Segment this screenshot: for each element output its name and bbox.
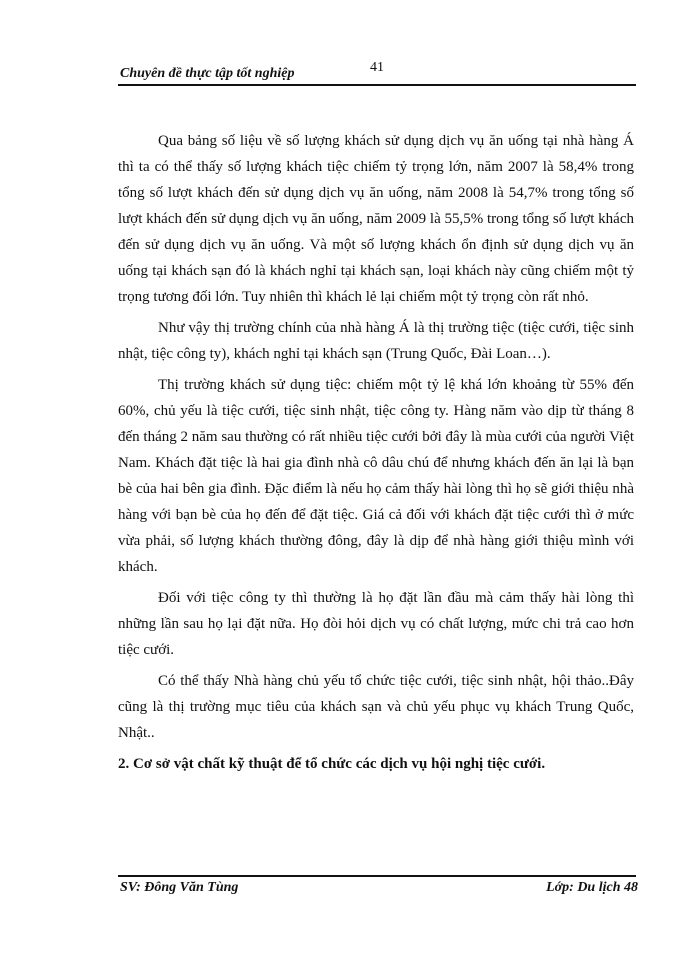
header-divider — [118, 84, 636, 86]
paragraph: Thị trường khách sử dụng tiệc: chiếm một tỷ lệ khá lớn khoảng từ 55% đến 60%, chủ yếu là tiệc cưới, tiệc sinh nhật, tiệc công ty. Hàng năm vào dịp từ tháng 8 đến tháng 2 năm sau thường có rất nhiều tiệc cưới bởi đây là mùa cưới của người Việt Nam. Khách đặt tiệc là hai gia đình nhà cô dâu chú để nhưng khách đến ăn lại là bạn bè của hai bên gia đình. Đặc điểm là nếu họ cảm thấy hài lòng thì họ sẽ giới thiệu nhà hàng với bạn bè của họ đến để đặt tiệc. Giá cả đối với khách đặt tiệc cưới thì ở mức vừa phải, số lượng khách thường đông, đây là dịp để nhà hàng giới thiệu mình với khách. — [118, 377, 634, 575]
paragraph: Có thể thấy Nhà hàng chủ yếu tổ chức tiệc cưới, tiệc sinh nhật, hội thảo..Đây cũng là thị trường mục tiêu của khách sạn và chủ yếu phục vụ khách Trung Quốc, Nhật.. — [118, 673, 634, 741]
footer-divider — [118, 875, 636, 877]
footer-author: SV: Đông Văn Tùng — [120, 880, 239, 895]
footer-class: Lớp: Du lịch 48 — [546, 880, 638, 895]
paragraph: Qua bảng số liệu về số lượng khách sử dụng dịch vụ ăn uống tại nhà hàng Á thì ta có thể thấy số lượng khách tiệc chiếm tỷ trọng lớn, năm 2007 là 58,4% trong tổng số lượt khách đến sử dụng dịch vụ ăn uống, năm 2008 là 54,7% trong tổng số lượt khách đến sử dụng dịch vụ ăn uống, năm 2009 là 55,5% trong tổng số lượt khách đến sử dụng dịch vụ ăn uống. Và một số lượng khách ổn định sử dụng dịch vụ ăn uống tại khách sạn đó là khách nghỉ tại khách sạn, loại khách này cũng chiếm một tỷ trọng tương đối lớn. Tuy nhiên thì khách lẻ lại chiếm một tỷ trọng còn rất nhỏ. — [118, 133, 634, 305]
paragraph: Như vậy thị trường chính của nhà hàng Á là thị trường tiệc (tiệc cưới, tiệc sinh nhật, tiệc công ty), khách nghỉ tại khách sạn (Trung Quốc, Đài Loan…). — [118, 320, 634, 362]
paragraph: Đối với tiệc công ty thì thường là họ đặt lần đầu mà cảm thấy hài lòng thì những lần sau họ lại đặt nữa. Họ đòi hỏi dịch vụ có chất lượng, mức chi trả cao hơn tiệc cưới. — [118, 590, 634, 658]
header-title: Chuyên đề thực tập tốt nghiệp — [120, 66, 295, 81]
body-content — [118, 128, 634, 777]
page-number: 41 — [370, 60, 384, 75]
section-heading: 2. Cơ sở vật chất kỹ thuật để tổ chức các dịch vụ hội nghị tiệc cưới. — [118, 756, 546, 772]
